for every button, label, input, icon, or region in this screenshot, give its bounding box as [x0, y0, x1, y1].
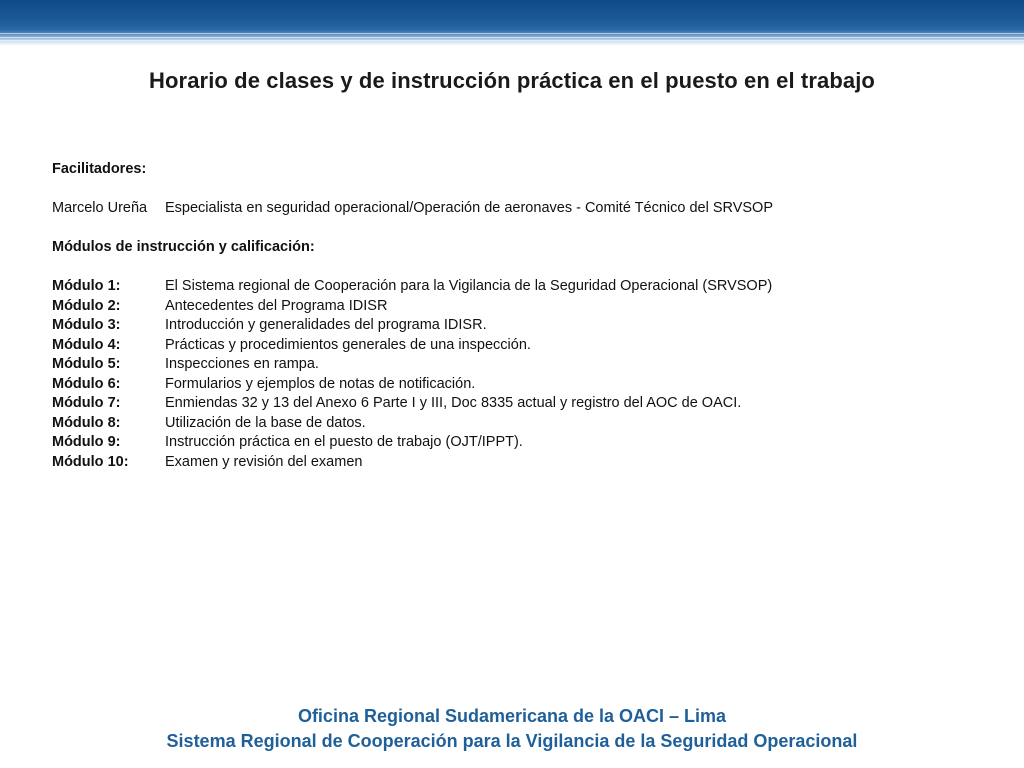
module-row: [52, 316, 992, 336]
facilitators-heading: Facilitadores:: [52, 161, 147, 177]
footer-office: Oficina Regional Sudamericana de la OACI – Lima: [297, 706, 727, 726]
module-row: [52, 433, 992, 453]
modules-heading: Módulos de instrucción y calificación:: [52, 239, 315, 255]
footer-system: Sistema Regional de Cooperación para la Vigilancia de la Seguridad Operacional: [166, 731, 858, 751]
module-label: Módulo 10:: [52, 453, 129, 470]
spacer: [52, 219, 992, 239]
module-text: Antecedentes del Programa IDISR: [165, 297, 388, 314]
facilitator-row: [52, 199, 992, 219]
spacer: [52, 180, 992, 200]
module-text: Introducción y generalidades del programa IDISR.: [165, 317, 487, 333]
module-label: Módulo 2:: [52, 297, 121, 314]
module-label: Módulo 7:: [52, 395, 121, 411]
module-label: Módulo 1:: [52, 278, 121, 294]
module-row: [52, 297, 992, 317]
module-text: Examen y revisión del examen: [165, 453, 363, 470]
spacer: [52, 258, 992, 278]
module-label: Módulo 9:: [52, 434, 121, 450]
module-row: [52, 277, 992, 297]
module-row: [52, 355, 992, 375]
module-label: Módulo 5:: [52, 356, 121, 372]
module-text: Enmiendas 32 y 13 del Anexo 6 Parte I y III, Doc 8335 actual y registro del AOC de OACI.: [165, 395, 742, 411]
facilitator-role: Especialista en seguridad operacional/Operación de aeronaves - Comité Técnico del SRVSOP: [165, 200, 774, 216]
module-text: Instrucción práctica en el puesto de trabajo (OJT/IPPT).: [165, 434, 523, 450]
module-row: [52, 336, 992, 356]
module-label: Módulo 6:: [52, 375, 121, 392]
module-row: [52, 414, 992, 434]
module-label: Módulo 8:: [52, 414, 121, 431]
module-row: [52, 453, 992, 473]
header-stripe: [0, 33, 1024, 34]
module-label: Módulo 4:: [52, 336, 121, 353]
module-text: Prácticas y procedimientos generales de una inspección.: [165, 336, 531, 353]
facilitator-name: Marcelo Ureña: [52, 200, 148, 216]
module-row: [52, 394, 992, 414]
module-text: Utilización de la base de datos.: [165, 414, 366, 431]
module-label: Módulo 3:: [52, 317, 121, 333]
module-text: El Sistema regional de Cooperación para la Vigilancia de la Seguridad Operacional (SRVSOP): [165, 278, 773, 294]
module-text: Formularios y ejemplos de notas de notificación.: [165, 375, 476, 392]
header-stripe: [0, 37, 1024, 38]
header-band: [0, 0, 1024, 46]
module-row: [52, 375, 992, 395]
slide-title: Horario de clases y de instrucción práctica en el puesto en el trabajo: [149, 68, 875, 93]
module-text: Inspecciones en rampa.: [165, 356, 319, 372]
slide-content: [52, 160, 992, 472]
header-stripe: [0, 40, 1024, 41]
